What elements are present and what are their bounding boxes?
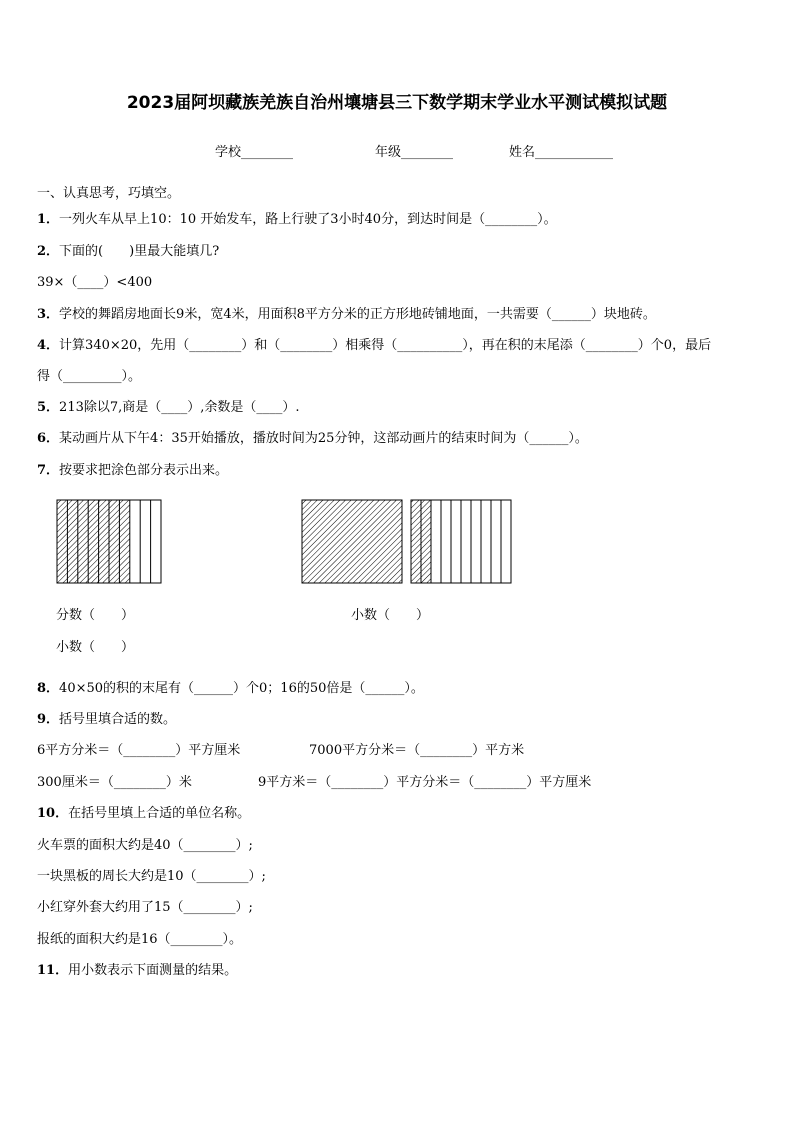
question-number: 5． <box>37 400 60 415</box>
question-4-line2: 得（_________）。 <box>37 369 142 384</box>
question-3 <box>37 303 656 322</box>
decimal-figure <box>301 499 513 585</box>
question-text: 某动画片从下午4：35开始播放，播放时间为25分钟，这部动画片的结束时间为（______）。 <box>59 431 588 446</box>
q9-item-3: 300厘米＝（________）米 <box>37 775 192 790</box>
question-text: 下面的( )里最大能填几? <box>59 244 220 259</box>
q10-item: 火车票的面积大约是40（________）; <box>37 838 253 853</box>
school-field: 学校________ <box>215 145 294 160</box>
decimal-answer-2: 小数（ ） <box>351 608 430 623</box>
question-9 <box>37 708 176 727</box>
question-number: 2． <box>37 244 60 259</box>
q10-item: 一块黑板的周长大约是10（________）; <box>37 869 266 884</box>
question-7 <box>37 459 228 478</box>
q10-item: 小红穿外套大约用了15（________）; <box>37 900 253 915</box>
question-4 <box>37 334 711 353</box>
question-11 <box>37 959 237 978</box>
q9-item-2: 7000平方分米＝（________）平方米 <box>309 743 525 758</box>
shaded-whole-square <box>302 500 402 583</box>
question-number: 1． <box>37 212 60 227</box>
question-1 <box>37 208 557 227</box>
question-text: 按要求把涂色部分表示出来。 <box>59 463 229 478</box>
question-number: 6． <box>37 431 60 446</box>
question-number: 7． <box>37 463 60 478</box>
question-text: 括号里填合适的数。 <box>59 712 177 727</box>
question-number: 10． <box>37 806 69 821</box>
question-text: 40×50的积的末尾有（______）个0；16的50倍是（______）。 <box>59 681 424 696</box>
question-number: 8． <box>37 681 60 696</box>
question-text: 用小数表示下面测量的结果。 <box>68 963 238 978</box>
question-8 <box>37 677 424 696</box>
question-number: 9． <box>37 712 60 727</box>
question-number: 11． <box>37 963 69 978</box>
fraction-answer: 分数（ ） <box>56 608 135 623</box>
question-2 <box>37 240 219 259</box>
question-text: 213除以7,商是（____）,余数是（____）. <box>59 400 300 415</box>
page-title: 2023届阿坝藏族羌族自治州壤塘县三下数学期末学业水平测试模拟试题 <box>126 93 668 113</box>
question-6 <box>37 427 588 446</box>
q9-item-1: 6平方分米＝（________）平方厘米 <box>37 743 241 758</box>
question-10 <box>37 802 250 821</box>
question-number: 4． <box>37 338 60 353</box>
question-5 <box>37 396 300 415</box>
question-text: 在括号里填上合适的单位名称。 <box>68 806 251 821</box>
fraction-figure <box>56 499 164 585</box>
q10-item: 报纸的面积大约是16（________）。 <box>37 932 243 947</box>
decimal-answer-1: 小数（ ） <box>56 640 135 655</box>
question-number: 3． <box>37 307 60 322</box>
section-heading: 一、认真思考，巧填空。 <box>37 186 181 201</box>
grade-field: 年级________ <box>375 145 454 160</box>
question-text: 一列火车从早上10：10 开始发车，路上行驶了3小时40分，到达时间是（________）。 <box>59 212 557 227</box>
q9-item-4: 9平方米＝（________）平方分米＝（________）平方厘米 <box>258 775 592 790</box>
question-2-line2: 39×（____）<400 <box>37 275 153 290</box>
question-text: 学校的舞蹈房地面长9米，宽4米，用面积8平方分米的正方形地砖铺地面，一共需要（______）块地砖。 <box>59 307 656 322</box>
question-text: 计算340×20，先用（________）和（________）相乘得（__________），再在积的末尾添（________）个0，最后 <box>59 338 712 353</box>
name-field: 姓名____________ <box>509 145 614 160</box>
